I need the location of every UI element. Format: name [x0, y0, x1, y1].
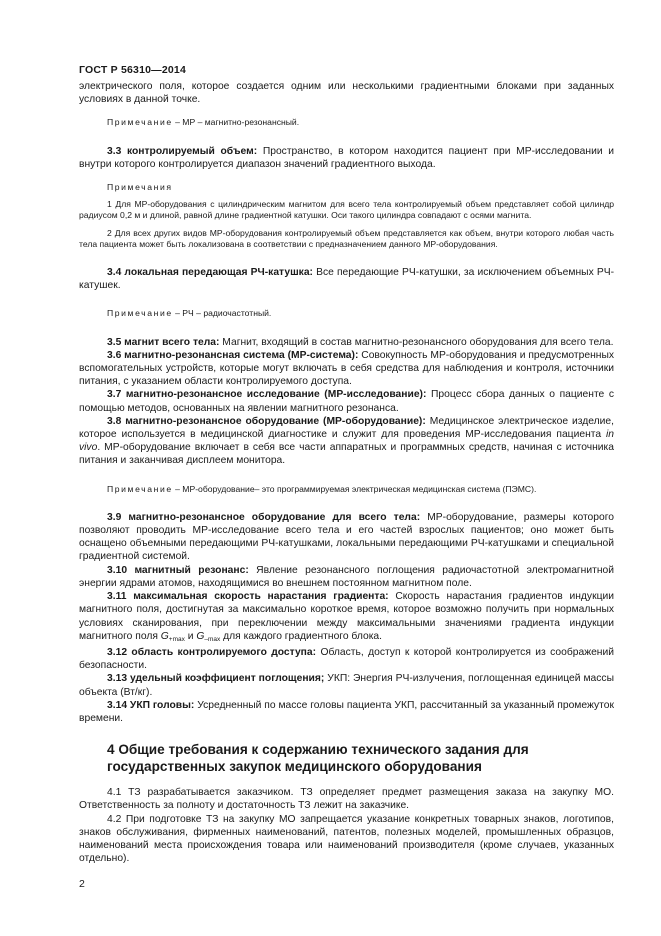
intro-paragraph: электрического поля, которое создается одним или несколькими градиентными блоками при заданных условиях в данной точке. — [79, 81, 614, 106]
definition-3-12: 3.12 область контролируемого доступа: Область, доступ к которой контролируется из соображений безопасности. — [79, 646, 614, 672]
definition-3-9: 3.9 магнитно-резонансное оборудование для всего тела: МР-оборудование, размеры которого позволяют проводить МР-исследование всего тела и его частей взрослых пациентов; оно может быть оснащено объемными передающими РЧ-катушками, локальными передающими РЧ-катушками и специальной градиентной системой. — [79, 511, 614, 563]
paragraph-4-2: 4.2 При подготовке ТЗ на закупку МО запрещается указание конкретных товарных знаков, логотипов, знаков обслуживания, фирменных наименований, патентов, полезных моделей, промышленных образцов, наименований места происхождения товара или наименований производителя (кроме случаев, указанных отдельно). — [79, 813, 614, 865]
note-3-3-2: 2 Для всех других видов МР-оборудования контролируемый объем представляется как объем, внутри которого любая часть тела пациента может быть локализована в соответствии с предназначением данного МР-оборудования. — [79, 227, 614, 249]
notes-heading: Примечания — [107, 182, 173, 193]
document-body — [79, 80, 614, 865]
definition-3-7: 3.7 магнитно-резонансное исследование (МР-исследование): Процесс сбора данных о пациенте с помощью методов, основанных на явлении магнитного резонанса. — [79, 389, 614, 414]
page-number: 2 — [79, 878, 85, 890]
note-rf: Примечание – РЧ – радиочастотный. — [107, 308, 272, 319]
note-3-3-1: 1 Для МР-оборудования с цилиндрическим магнитом для всего тела контролируемый объем представляет собой цилиндр радиусом 0,2 м и длиной, равной длине градиентной катушки. Оси такого цилиндра совпадают с осями магнита. — [79, 199, 614, 221]
definition-3-5: 3.5 магнит всего тела: Магнит, входящий в состав магнитно-резонансного оборудования для всего тела. — [107, 336, 614, 348]
paragraph-4-1: 4.1 ТЗ разрабатывается заказчиком. ТЗ определяет предмет размещения заказа на закупку МО. Ответственность за полноту и достаточность ТЗ лежит на заказчике. — [79, 787, 614, 812]
definition-3-6: 3.6 магнитно-резонансная система (МР-система): Совокупность МР-оборудования и предусмотренных вспомогательных устройств, которые могут включать в себя средства для наблюдения и контроля, источники питания, с указанием области контролируемого доступа. — [79, 349, 614, 388]
section-4-title: 4 Общие требования к содержанию технического задания для государственных закупок медицинского оборудования — [107, 742, 529, 775]
definition-3-8: 3.8 магнитно-резонансное оборудование (МР-оборудование): Медицинское электрическое изделие, которое используется в медицинской диагностике и служит для проведения МР-исследования пациента in vivo. МР-оборудование включает в себя все части аппаратных и программных средств, начиная с источника питания и заканчивая дисплеем монитора. — [79, 415, 614, 467]
note-mr-equipment: Примечание – МР-оборудование– это программируемая электрическая медицинская система (ПЭМС). — [107, 483, 537, 494]
definition-3-10: 3.10 магнитный резонанс: Явление резонансного поглощения радиочастотной электромагнитной энергии ядрами атомов, находящимися во внешнем постоянном магнитном поле. — [79, 564, 615, 589]
definition-3-11: 3.11 максимальная скорость нарастания градиента: Скорость нарастания градиентов индукции магнитного поля, достигнутая за максимально короткое время, которое возможно получить при нормальных условиях сканирования, при переключении между максимальными значениями градиента индукции магнитного поля $G_{+max}$ и $G_{-max}$ для каждого градиентного блока. — [79, 591, 614, 643]
definition-3-14: 3.14 УКП головы: Усредненный по массе головы пациента УКП, рассчитанный за указанный промежуток времени. — [79, 699, 614, 724]
definition-3-4: 3.4 локальная передающая РЧ-катушка: Все передающие РЧ-катушки, за исключением объемных РЧ-катушек. — [79, 267, 614, 292]
definition-3-3: 3.3 контролируемый объем: Пространство, в котором находится пациент при МР-исследовании и внутри которого контролируется диапазон значений градиентного выхода. — [79, 145, 614, 170]
definition-3-13: 3.13 удельный коэффициент поглощения; УКП: Энергия РЧ-излучения, поглощенная единицей массы объекта (Вт/кг). — [79, 673, 614, 698]
standard-header: ГОСТ Р 56310—2014 — [79, 64, 187, 76]
note-mr: Примечание – МР – магнитно-резонансный. — [107, 117, 300, 128]
